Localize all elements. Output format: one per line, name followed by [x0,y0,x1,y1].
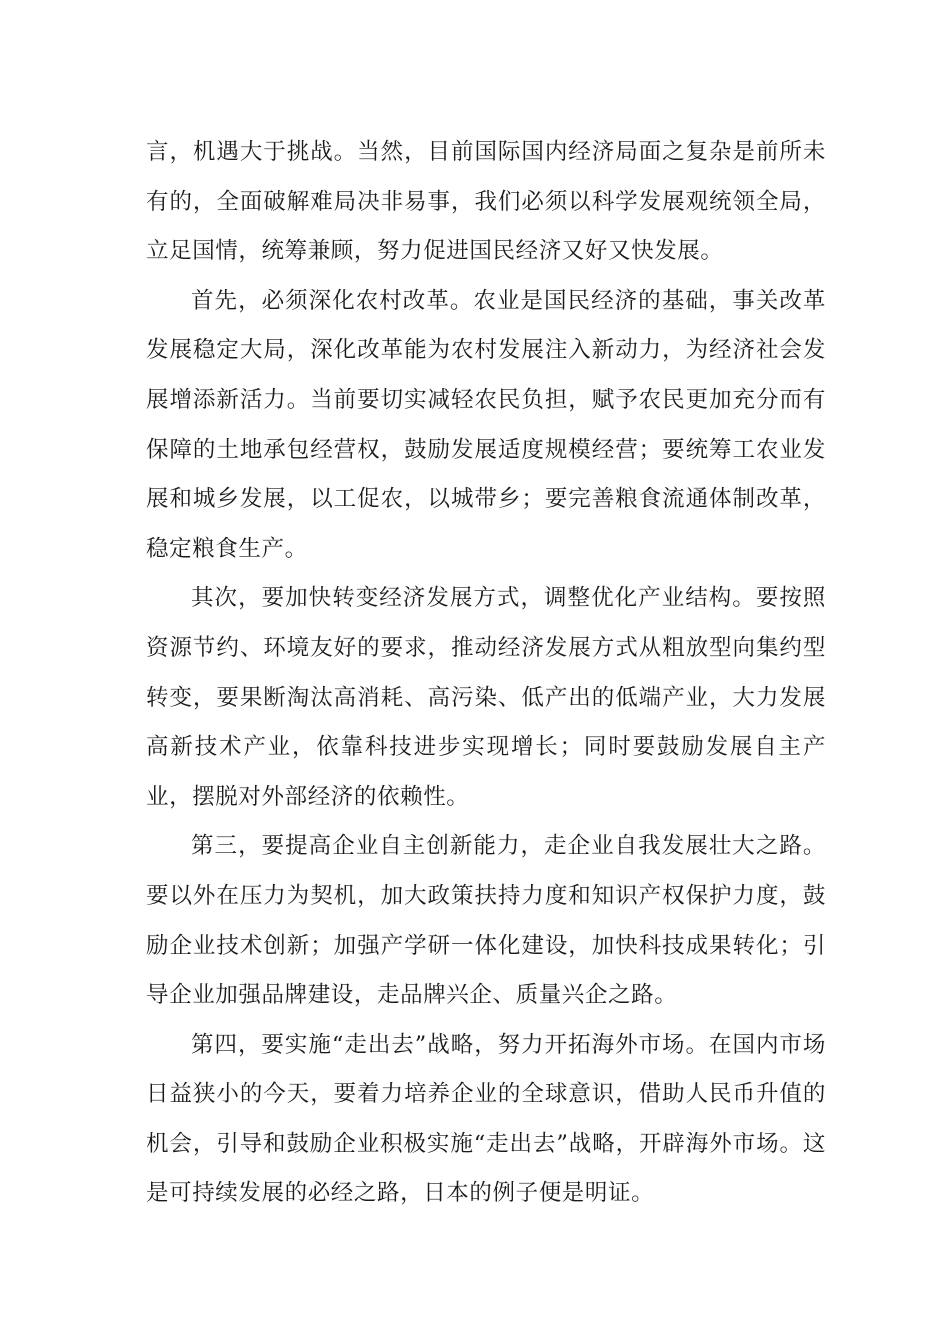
paragraph-innovation: 第三，要提高企业自主创新能力，走企业自我发展壮大之路。要以外在压力为契机，加大政策扶持力度和知识产权保护力度，鼓励企业技术创新；加强产学研一体化建设，加快科技成果转化；引导企业加强品牌建设，走品牌兴企、质量兴企之路。 [146,833,826,1009]
paragraph-rural-reform: 首先，必须深化农村改革。农业是国民经济的基础，事关改革发展稳定大局，深化改革能为农村发展注入新动力，为经济社会发展增添新活力。当前要切实减轻农民负担，赋予农民更加充分而有保障的土地承包经营权，鼓励发展适度规模经营；要统筹工农业发展和城乡发展，以工促农，以城带乡；要完善粮食流通体制改革，稳定粮食生产。 [146,287,826,562]
paragraph-economic-transformation: 其次，要加快转变经济发展方式，调整优化产业结构。要按照资源节约、环境友好的要求，推动经济发展方式从粗放型向集约型转变，要果断淘汰高消耗、高污染、低产出的低端产业，大力发展高新技术产业，依靠科技进步实现增长；同时要鼓励发展自主产业，摆脱对外部经济的依赖性。 [146,585,826,810]
paragraph-going-global: 第四，要实施“走出去”战略，努力开拓海外市场。在国内市场日益狭小的今天，要着力培养企业的全球意识，借助人民币升值的机会，引导和鼓励企业积极实施“走出去”战略，开辟海外市场。这是可持续发展的必经之路，日本的例子便是明证。 [146,1031,826,1207]
document-body [146,128,826,1219]
paragraph-continuation: 言，机遇大于挑战。当然，目前国际国内经济局面之复杂是前所未有的，全面破解难局决非易事，我们必须以科学发展观统领全局，立足国情，统筹兼顾，努力促进国民经济又好又快发展。 [146,139,826,265]
